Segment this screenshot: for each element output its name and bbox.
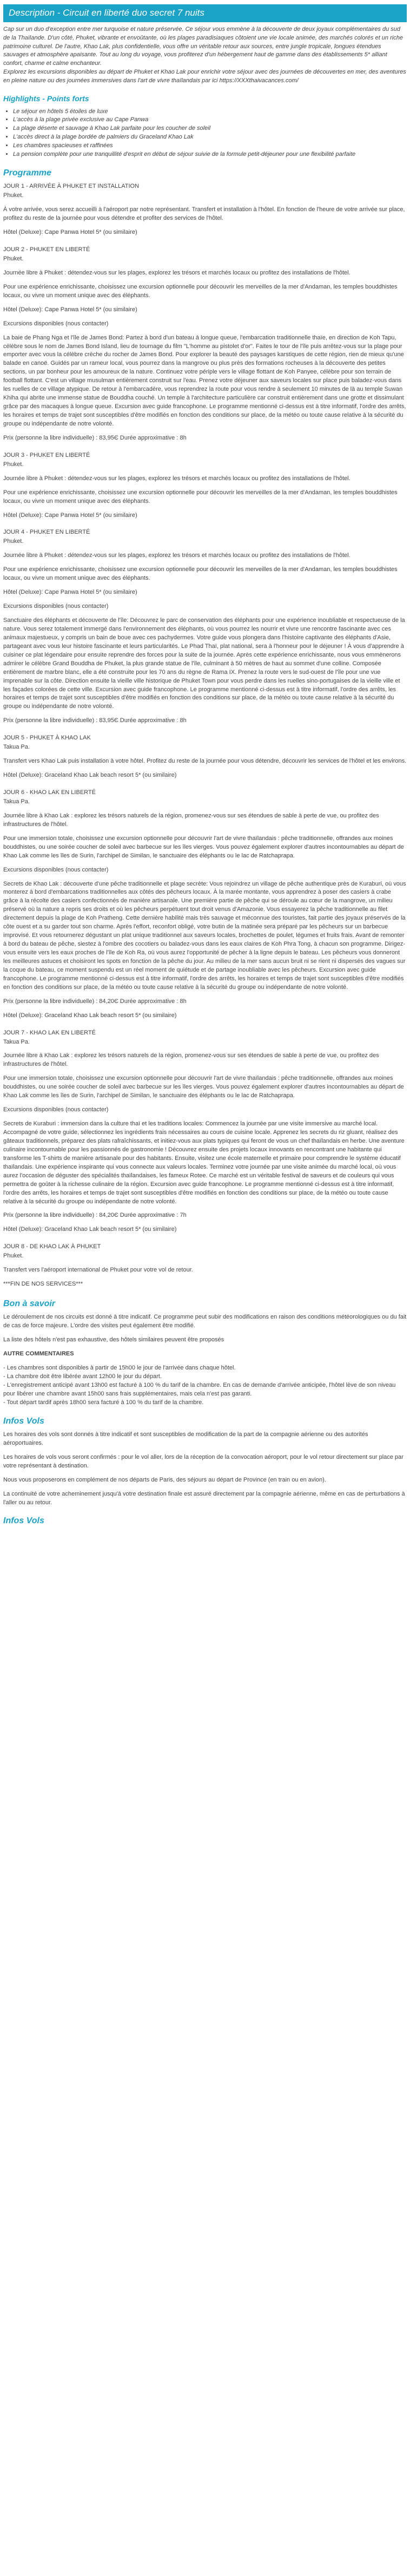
excursions-heading: Excursions disponibles (nous contacter) xyxy=(3,1106,109,1113)
condition-item: - Les chambres sont disponibles à partir de 15h00 le jour de l'arrivée dans chaque hôtel. xyxy=(3,1365,236,1371)
day-location: Takua Pa. xyxy=(3,798,30,805)
day-paragraph: Pour une expérience enrichissante, choisissez une excursion optionnelle pour découvrir les merveilles de la mer d'Andaman, les temples bouddhistes locaux, ou vivre un moment unique avec des éléphants. xyxy=(3,489,398,504)
intro-paragraph: Cap sur un duo d'exception entre mer turquoise et nature préservée. Ce séjour vous emmène à la découverte de deux joyaux complémentaires du sud de la Thaïlande. D'un côté, Phuket, vibrante et envoûtante, où les plages paradisiaques côtoient une vie locale animée, des marchés colorés et un riche patrimoine culturel. De l'autre, Khao Lak, plus confidentielle, vous offre un véritable retour aux sources, entre jungle tropicale, longues étendues sauvages et atmosphère apaisante. Tout au long du voyage, vous profiterez d'un hébergement haut de gamme dans des établissements 5* alliant confort, charme et calme enchanteur. xyxy=(3,25,403,67)
day-section xyxy=(3,1029,407,1235)
excursion-description: La baie de Phang Nga et l'île de James Bond: Partez à bord d'un bateau à longue queue, l'embarcation traditionnelle thaïe, en direction de Koh Tapu, célèbre sous le nom de James Bond Island, lieu de tournage du film "L'homme au pistolet d'or". Faites le tour de l'île puis arrêtez-vous sur la plage pour emporter avec vous la célèbre crèche du rocher de James Bond. Pour explorer la beauté des paysages karstiques de cette région, rien de mieux qu'une balade en canoë. Guidés par un rameur local, vous pourrez dans la mangrove ou plus près des formations rocheuses à la découverte des petites sections, un par bonheur pour les amoureux de la nature. Continuez votre périple vers le village flottant de Koh Panyee, célèbre pour son terrain de football flottant. C'est un village musulman entièrement construit sur l'eau. Prenez votre déjeuner aux saveurs locales sur place puis baladez-vous dans les ruelles de ce village atypique. De retour à l'embarcadère, vous reprendrez la route pour vous rendre à seulement 10 minutes de là au temple Suwan Khiha qui abrite une immense statue de Bouddha couché. Un temple à l'architecture particulière car construit entièrement dans une grotte et dissimulant grâce par des macaques à longue queue. Excursion avec guide francophone. Le programme mentionné ci-dessus est à titre informatif, l'ordre des arrêts, les horaires et temps de trajet sont susceptibles d'être modifiés en fonction des conditions sur place, de la météo ou toute cause relative à la sécurité du groupe ou indépendante de notre volonté. xyxy=(3,334,406,427)
excursion-description: Sanctuaire des éléphants et découverte de l'île: Découvrez le parc de conservation des éléphants pour une expérience inoubliable et respectueuse de la nature. Vous serez totalement immergé dans l'environnement des éléphants, où vous pourrez les nourrir et vivre une rencontre fascinante avec ces animaux majestueux, y compris un bain de boue avec ces pachydermes. Votre guide vous plongera dans l'histoire captivante des éléphants d'Asie, partageant avec vous leur histoire fascinante et leurs particularités. Le Phad Thaï, plat national, sera à l'honneur pour le déjeuner ! À vous d'apprendre à cuisiner ce plat légendaire pour ensuite reprendre des forces pour la suite de la journée. Après cette expérience enrichissante, nous vous emmènerons admirer le célèbre Grand Bouddha de Phuket, la plus grande statue de l'île, culminant à 50 mètres de haut au sommet d'une colline. Composée entièrement de marbre blanc, elle a été construite pour les 70 ans du règne de Rama IX. Prenez la route vers le sud-ouest de l'île pour une vue imprenable sur la côte. Direction ensuite la vieille ville historique de Phuket Town pour vous perdre dans les ruelles sino-portugaises de la vieille ville et les façades colorées de cette ville. Excursion avec guide francophone. Le programme mentionné ci-dessus est à titre informatif, l'ordre des arrêts, les horaires et temps de trajet sont susceptibles d'être modifiés en fonction des conditions sur place, de la météo ou toute cause relative à la sécurité du groupe ou indépendante de notre volonté. xyxy=(3,617,405,710)
day-location: Phuket. xyxy=(3,538,24,545)
day-title: JOUR 8 - DE KHAO LAK À PHUKET xyxy=(3,1243,101,1250)
conditions-heading: AUTRE COMMENTAIRES xyxy=(3,1351,74,1358)
day-section xyxy=(3,1243,407,1289)
intro xyxy=(3,25,407,86)
excursion-description: Secrets de Kuraburi : immersion dans la culture thaï et les traditions locales: Commencez la journée par une visite immersive au marché local. Accompagné de votre guide, sélectionnez les ingrédients frais nécessaires au cours de cuisine locale. Apprenez les secrets du riz gluant, réalisez des gâteaux traditionnels, préparez des plats rafraîchissants, et initiez-vous aux plats typiques qui feront de vous un chef thaïlandais en herbe. Une aventure culinaire incontournable pour les passionnés de gastronomie ! Découvrez ensuite des projets locaux innovants en rencontrant une habitante qui transforme les T-shirts de manière artisanale pour des habitants. Ensuite, visitez une école maternelle et primaire pour comprendre le système éducatif thaïlandais. Une expérience inspirante qui vous connecte aux valeurs locales. Terminez votre journée par une visite animée du marché local, où vous aurez l'occasion de déguster des spécialités thaïlandaises, les fameux Rotee. Ce marché est un véritable festival de saveurs et de couleurs qui vous permettra de goûter à la richesse culinaire de la région. Excursion avec guide francophone. Le programme mentionné ci-dessus est à titre informatif, l'ordre des arrêts, les horaires et temps de trajet sont susceptibles d'être modifiés en fonction des conditions sur place, de la météo ou toute cause relative à la sécurité du groupe ou indépendante de notre volonté. xyxy=(3,1120,405,1205)
highlight-item: • Le séjour en hôtels 5 étoiles de luxe xyxy=(13,108,407,116)
day-title: JOUR 5 - PHUKET À KHAO LAK xyxy=(3,735,91,742)
excursion-description: Secrets de Khao Lak : découverte d'une pêche traditionnelle et plage secrète: Vous rejoindrez un village de pêche authentique près de Kuraburi, où vous monterez à bord d'embarcations traditionnelles aux côtés des pêcheurs locaux. À la marée montante, vous apprendrez à poser des casiers à crabe grâce à la récolte des casiers confectionnés de manière artisanale. Une première partie de pêche qui se déroule au cœur de la mangrove, un milieu préservé où la nature a repris ses droits et où les pêcheurs perpétuent tout droit venus d'Amazonie. Vous essayerez la pêche traditionnelle au filet directement depuis la plage de Koh Pratheng. Cette dernière habilité mais très sauvage et méconnue des touristes, fait partie des joyaux préservés de la côte ouest et a su garder tout son charme. Après l'effort, reconfort obligé, votre butin de la matinée sera préparé par les pêcheurs sur un barbecue improvisé. Et vous retournerez dégustant un plat unique traditionnel aux saveurs locales, brochettes de poulet, légumes et fruits frais. Avant de remonter à bord du bateau de pêche, siestez à l'ombre des cocotiers ou baladez-vous dans les eaux claires de Koh Phra Tong, à chacun son programme. Dirigez-vous ensuite vers les eaux proches de l'île de Koh Ra, où vous aurez l'opportunité de pêcher à la ligne depuis le bateau. Les pêcheurs vous donneront les meilleures astuces et choisiront les spots en fonction de la pêche du jour. Au milieu de la mer sans aucun bruit ni se rient ni dispersés des vagues sur la coque du bateau, ce moment suspendu est un réel moment de quiétude et de partage inoubliable avec les pêcheurs. Excursion avec guide francophone. Le programme mentionné ci-dessus est à titre informatif, l'ordre des arrêts, les horaires et temps de trajet sont susceptibles d'être modifiés en fonction des conditions sur place, de la météo ou toute cause relative à la sécurité du groupe ou indépendante de notre volonté. xyxy=(3,880,406,991)
infos-vols-paragraph: Les horaires de vols vous seront confirmés : pour le vol aller, lors de la réception de la convocation aéroport, pour le vol retour directement sur place par votre représentant à destination. xyxy=(3,1453,404,1469)
day-hotel: Hôtel (Deluxe): Cape Panwa Hotel 5* (ou similaire) xyxy=(3,512,137,519)
day-title: JOUR 2 - PHUKET EN LIBERTÉ xyxy=(3,246,90,253)
day-title: JOUR 1 - ARRIVÉE À PHUKET ET INSTALLATION xyxy=(3,183,140,190)
condition-item: - La chambre doit être libérée avant 12h00 le jour du départ. xyxy=(3,1373,162,1380)
excursion-price: Prix (personne la libre individuelle) : 84,20Є Durée approximative : 7h xyxy=(3,1212,187,1219)
highlight-item: • La plage déserte et sauvage à Khao Lak parfaite pour les coucher de soleil xyxy=(13,124,407,133)
day-title: JOUR 4 - PHUKET EN LIBERTÉ xyxy=(3,529,90,536)
day-location: Phuket. xyxy=(3,255,24,262)
day-title: JOUR 3 - PHUKET EN LIBERTÉ xyxy=(3,451,90,458)
infos-vols-paragraph: Les horaires des vols sont donnés à titre indicatif et sont susceptibles de modification de la part de la compagnie aérienne ou des autorités aéroportuaires. xyxy=(3,1431,368,1446)
highlights-list xyxy=(3,108,407,160)
day-hotel: Hôtel (Deluxe): Graceland Khao Lak beach resort 5* (ou similaire) xyxy=(3,1226,177,1233)
bon-a-savoir-paragraph: La liste des hôtels n'est pas exhaustive, des hôtels similaires peuvent être proposés xyxy=(3,1336,224,1343)
highlight-item: • L'accès direct à la plage bordée de palmiers du Graceland Khao Lak xyxy=(13,133,407,142)
day-paragraph: Pour une expérience enrichissante, choisissez une excursion optionnelle pour découvrir les merveilles de la mer d'Andaman, les temples bouddhistes locaux, ou vivre un moment unique avec des éléphants. xyxy=(3,283,398,299)
page-title: Description - Circuit en liberté duo secret 7 nuits xyxy=(3,4,407,22)
day-location: Phuket. xyxy=(3,461,24,468)
excursions-heading: Excursions disponibles (nous contacter) xyxy=(3,603,109,610)
infos-vols-heading-secondary: Infos Vols xyxy=(3,1516,44,1526)
highlight-item: • L'accès à la plage privée exclusive au Cape Panwa xyxy=(13,116,407,124)
day-paragraph: Journée libre à Khao Lak : explorez les trésors naturels de la région, promenez-vous sur ses étendues de sable à perte de vue, ou profitez des infrastructures de l'hôtel. xyxy=(3,1052,379,1068)
day-paragraph: Pour une immersion totale, choisissez une excursion optionnelle pour découvrir l'art de vivre thaïlandais : pêche traditionnelle, offrandes aux moines bouddhistes, ou une soirée coucher de soleil avec barbecue sur les îles vierges. Vous pouvez également explorer d'autres incontournables au départ de Khao Lak comme les îles de Surin, l'archipel de Similan, le sanctuaire des éléphants ou le lac de Ratchaprapa. xyxy=(3,1075,404,1099)
infos-vols-paragraph: Nous vous proposerons en complément de nos départs de Paris, des séjours au départ de Province (en train ou en avion). xyxy=(3,1476,326,1483)
day-section xyxy=(3,182,407,237)
day-section xyxy=(3,451,407,520)
condition-item: - Tout départ tardif après 18h00 sera facturé à 100 % du tarif de la chambre. xyxy=(3,1399,204,1406)
day-location: Takua Pa. xyxy=(3,744,30,751)
excursions-heading: Excursions disponibles (nous contacter) xyxy=(3,866,109,873)
day-section xyxy=(3,789,407,1020)
day-paragraph: Pour une immersion totale, choisissez une excursion optionnelle pour découvrir l'art de vivre thaïlandais : pêche traditionnelle, offrandes aux moines bouddhistes, ou une soirée coucher de soleil avec barbecue sur les îles vierges. Vous pouvez également explorer d'autres incontournables au départ de Khao Lak comme les îles de Surin, l'archipel de Similan, le sanctuaire des éléphants ou le lac de Ratchaprapa. xyxy=(3,835,404,859)
excursion-price: Prix (personne la libre individuelle) : 83,95Є Durée approximative : 8h xyxy=(3,434,187,441)
highlights-heading: Highlights - Points forts xyxy=(3,94,89,103)
highlight-item: • La pension complète pour une tranquillité d'esprit en début de séjour suivie de la formule petit-déjeuner pour une flexibilité parfaite xyxy=(13,150,407,159)
excursion-price: Prix (personne la libre individuelle) : 84,20Є Durée approximative : 8h xyxy=(3,998,187,1005)
infos-vols-paragraph: La continuité de votre acheminement jusqu'à votre destination finale est assuré directement par la compagnie aérienne, même en cas de perturbations à l'aller ou au retour. xyxy=(3,1490,405,1506)
highlight-item: • Les chambres spacieuses et raffinées xyxy=(13,142,407,150)
day-hotel: Hôtel (Deluxe): Graceland Khao Lak beach resort 5* (ou similaire) xyxy=(3,772,177,779)
day-paragraph: Pour une expérience enrichissante, choisissez une excursion optionnelle pour découvrir les merveilles de la mer d'Andaman, les temples bouddhistes locaux, ou vivre un moment unique avec des éléphants. xyxy=(3,566,398,582)
bon-a-savoir-paragraph: Le déroulement de nos circuits est donné à titre indicatif. Ce programme peut subir des modifications en raison des conditions météorologiques ou du fait de cas de force majeure. L'ordre des visites peut également être modifié. xyxy=(3,1314,407,1329)
conditions-list xyxy=(3,1364,407,1407)
day-location: Takua Pa. xyxy=(3,1038,30,1045)
day-section xyxy=(3,528,407,725)
day-hotel: Hôtel (Deluxe): Cape Panwa Hotel 5* (ou similaire) xyxy=(3,589,137,596)
day-paragraph: Journée libre à Phuket : détendez-vous sur les plages, explorez les trésors et marchés locaux ou profitez des installations de l'hôtel. xyxy=(3,269,351,276)
day-section xyxy=(3,246,407,443)
day-title: JOUR 7 - KHAO LAK EN LIBERTÉ xyxy=(3,1029,96,1036)
day-paragraph: Transfert vers l'aéroport international de Phuket pour votre vol de retour. xyxy=(3,1267,193,1274)
condition-item: - L'enregistrement anticipé avant 13h00 est facturé à 100 % du tarif de la chambre. En cas de demande d'arrivée anticipée, l'hôtel lève de son niveau pour libérer une chambre avant 15h00 sans frais supplémentaires, mais cela n'est pas garanti. xyxy=(3,1381,396,1397)
day-title: JOUR 6 - KHAO LAK EN LIBERTÉ xyxy=(3,789,96,796)
day-paragraph: À votre arrivée, vous serez accueilli à l'aéroport par notre représentant. Transfert et installation à l'hôtel. En fonction de l'heure de votre arrivée sur place, profitez du reste de la journée pour vous détendre et profiter des services de l'hôtel. xyxy=(3,206,405,222)
end-note: ***FIN DE NOS SERVICES*** xyxy=(3,1281,83,1288)
excursion-price: Prix (personne la libre individuelle) : 83,95Є Durée approximative : 8h xyxy=(3,717,187,724)
infos-vols-heading: Infos Vols xyxy=(3,1416,44,1426)
day-paragraph: Transfert vers Khao Lak puis installation à votre hôtel. Profitez du reste de la journée pour vous détendre, découvrir les services de l'hôtel et les environs. xyxy=(3,758,407,765)
excursions-heading: Excursions disponibles (nous contacter) xyxy=(3,320,109,327)
intro-paragraph: Explorez les excursions disponibles au départ de Phuket et Khao Lak pour enrichir votre séjour avec des journées de découvertes en mer, des aventures en pleine nature ou des journées immersives dans l'art de vivre thaïlandais par ici https://XXXthaivacances.com/ xyxy=(3,69,406,84)
day-location: Phuket. xyxy=(3,1253,24,1260)
infos-vols-section xyxy=(3,1431,407,1507)
programme-heading: Programme xyxy=(3,168,51,178)
page xyxy=(0,4,410,1541)
day-location: Phuket. xyxy=(3,192,24,199)
day-paragraph: Journée libre à Phuket : détendez-vous sur les plages, explorez les trésors et marchés locaux ou profitez des installations de l'hôtel. xyxy=(3,475,351,482)
day-section xyxy=(3,734,407,780)
bon-a-savoir-section xyxy=(3,1313,407,1407)
bon-a-savoir-heading: Bon à savoir xyxy=(3,1299,56,1309)
day-paragraph: Journée libre à Phuket : détendez-vous sur les plages, explorez les trésors et marchés locaux ou profitez des installations de l'hôtel. xyxy=(3,552,351,559)
day-hotel: Hôtel (Deluxe): Cape Panwa Hotel 5* (ou similaire) xyxy=(3,229,137,236)
day-hotel: Hôtel (Deluxe): Graceland Khao Lak beach resort 5* (ou similaire) xyxy=(3,1012,177,1019)
day-hotel: Hôtel (Deluxe): Cape Panwa Hotel 5* (ou similaire) xyxy=(3,306,137,313)
day-paragraph: Journée libre à Khao Lak : explorez les trésors naturels de la région, promenez-vous sur ses étendues de sable à perte de vue, ou profitez des infrastructures de l'hôtel. xyxy=(3,812,379,828)
